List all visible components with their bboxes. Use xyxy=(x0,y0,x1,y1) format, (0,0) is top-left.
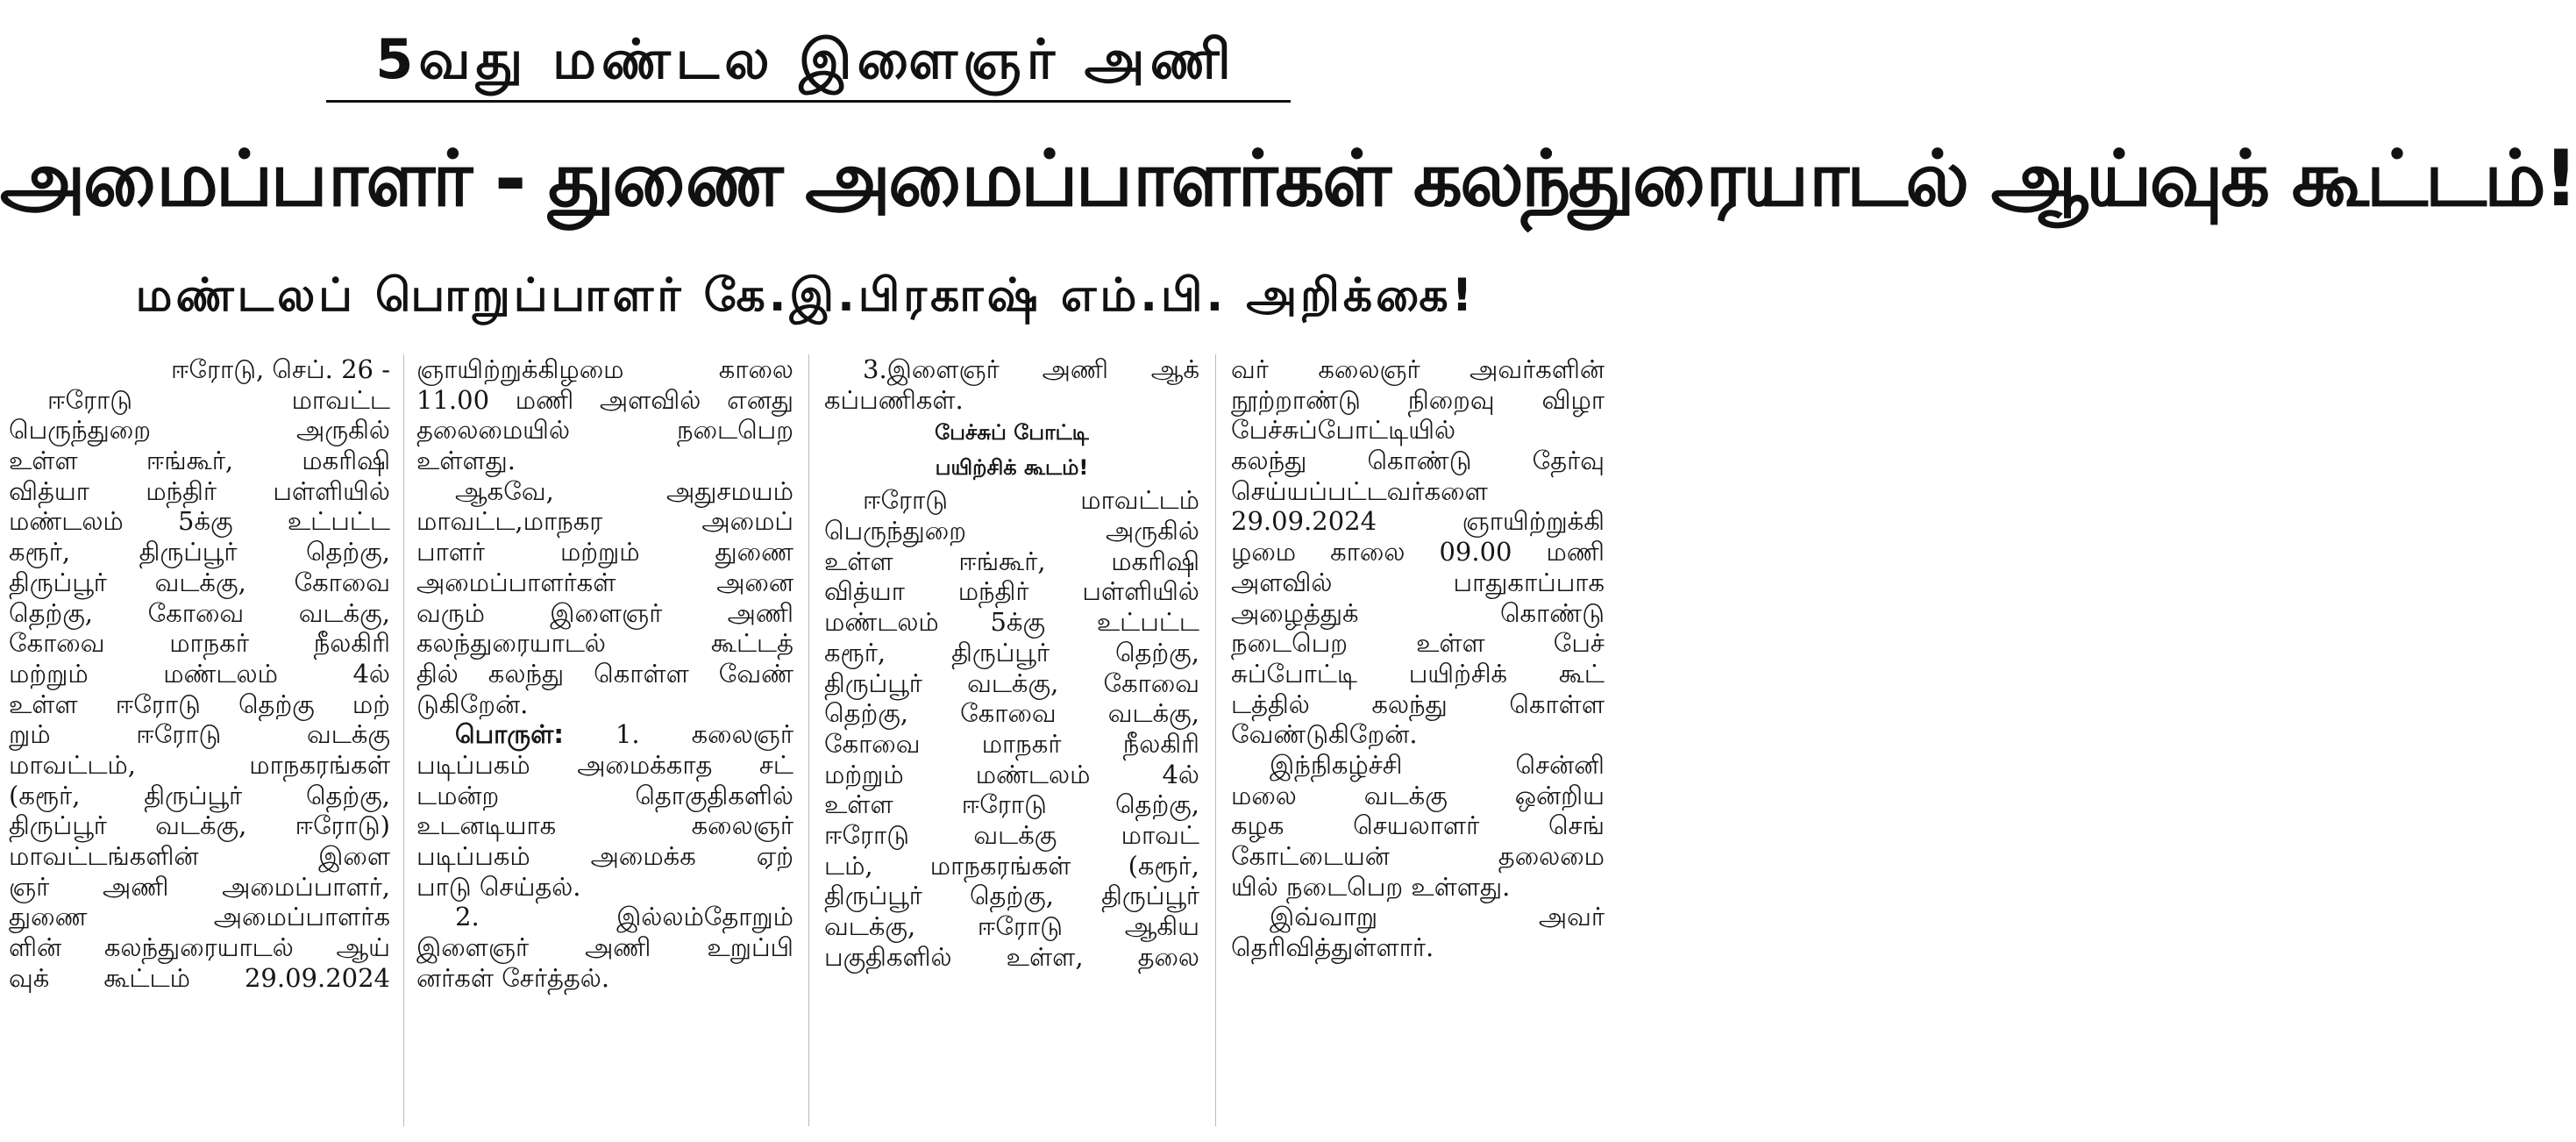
body-line: (கரூர், திருப்பூர் தெற்கு, xyxy=(9,780,390,810)
subject-label: பொருள்: xyxy=(455,719,564,750)
body-line: திருப்பூர் வடக்கு, ஈரோடு) xyxy=(9,810,390,841)
body-line: திருப்பூர் தெற்கு, திருப்பூர் xyxy=(824,881,1199,911)
body-line: மலை வடக்கு ஒன்றிய xyxy=(1231,780,1605,810)
body-line: மற்றும் மண்டலம் 4ல் xyxy=(9,658,390,689)
body-line: வுக் கூட்டம் 29.09.2024 xyxy=(9,962,390,993)
body-line: டத்தில் கலந்து கொள்ள xyxy=(1231,689,1605,719)
article-column-1 xyxy=(9,354,390,1126)
dateline: ஈரோடு, செப். 26 - xyxy=(170,354,390,384)
body-line: திருப்பூர் வடக்கு, கோவை xyxy=(9,567,390,597)
body-line: வடக்கு, ஈரோடு ஆகிய xyxy=(824,911,1199,941)
body-line: பாளர் மற்றும் துணை xyxy=(416,537,793,567)
body-line: ஞாயிற்றுக்கிழமை காலை xyxy=(416,354,793,384)
body-line: ஆகவே, அதுசமயம் xyxy=(455,475,793,506)
body-line: உள்ள ஈங்கூர், மகரிஷி xyxy=(824,546,1199,576)
subheadline: மண்டலப் பொறுப்பாளர் கே.இ.பிரகாஷ் எம்.பி. அறிக்கை! xyxy=(135,269,1477,322)
body-line: உள்ள ஈரோடு தெற்கு மற் xyxy=(9,689,390,719)
body-line: மாவட்டம், மாநகரங்கள் xyxy=(9,749,390,780)
body-line: பேச்சுப்போட்டியில் xyxy=(1231,415,1456,446)
body-line: அளவில் பாதுகாப்பாக xyxy=(1231,567,1605,597)
body-line: டம், மாநகரங்கள் (கரூர், xyxy=(824,850,1199,881)
body-line: ஈரோடு வடக்கு மாவட் xyxy=(824,819,1199,850)
body-line: கலந்துரையாடல் கூட்டத் xyxy=(416,628,793,659)
body-line: நூற்றாண்டு நிறைவு விழா xyxy=(1231,384,1605,415)
body-line: 11.00 மணி அளவில் எனது xyxy=(416,384,793,415)
body-line: ஞர் அணி அமைப்பாளர், xyxy=(9,871,390,902)
body-line: தெற்கு, கோவை வடக்கு, xyxy=(824,698,1199,729)
body-line: டுகிறேன். xyxy=(416,689,529,719)
body-line: அமைப்பாளர்கள் அனை xyxy=(416,567,793,597)
body-line: கோட்டையன் தலைமை xyxy=(1231,841,1605,871)
body-line: சுப்போட்டி பயிற்சிக் கூட் xyxy=(1231,658,1605,689)
body-line: உடனடியாக கலைஞர் xyxy=(416,810,793,841)
body-line: தெற்கு, கோவை வடக்கு, xyxy=(9,597,390,628)
body-line: 29.09.2024 ஞாயிற்றுக்கி xyxy=(1231,506,1605,537)
body-line: தில் கலந்து கொள்ள வேண் xyxy=(416,658,793,689)
body-line: வித்யா மந்திர் பள்ளியில் xyxy=(9,475,390,506)
body-line: கரூர், திருப்பூர் தெற்கு, xyxy=(9,537,390,567)
subject-line xyxy=(416,719,793,750)
body-line: ஈரோடு மாவட்ட xyxy=(47,384,390,415)
body-line: இளைஞர் அணி உறுப்பி xyxy=(416,932,793,963)
article-column-2 xyxy=(416,354,793,1126)
body-line: கோவை மாநகர் நீலகிரி xyxy=(824,728,1199,759)
body-line: கோவை மாநகர் நீலகிரி xyxy=(9,628,390,659)
body-line: படிப்பகம் அமைக்காத சட் xyxy=(416,749,793,780)
body-line: வர் கலைஞர் அவர்களின் xyxy=(1231,354,1605,384)
body-line: றும் ஈரோடு வடக்கு xyxy=(9,719,390,750)
body-line: படிப்பகம் அமைக்க ஏற் xyxy=(416,841,793,871)
body-line: ழமை காலை 09.00 மணி xyxy=(1231,537,1605,567)
body-line: 2. இல்லம்தோறும் xyxy=(455,902,793,932)
body-line: உள்ள ஈங்கூர், மகரிஷி xyxy=(9,446,390,476)
body-line: உள்ளது. xyxy=(416,446,516,476)
column-divider xyxy=(403,354,404,1126)
body-line: வித்யா மந்திர் பள்ளியில் xyxy=(824,576,1199,607)
body-line: பெருந்துறை அருகில் xyxy=(9,415,390,446)
body-line: மாவட்ட,மாநகர அமைப் xyxy=(416,506,793,537)
column-divider xyxy=(808,354,809,1126)
body-line: கப்பணிகள். xyxy=(824,384,964,415)
body-line: மற்றும் மண்டலம் 4ல் xyxy=(824,759,1199,789)
body-line: கழக செயலாளர் செங் xyxy=(1231,810,1605,841)
body-line: இவ்வாறு அவர் xyxy=(1270,902,1605,932)
article-column-3 xyxy=(824,354,1199,1126)
section-subhead-2: பயிற்சிக் கூடம்! xyxy=(935,455,1089,481)
body-line: வேண்டுகிறேன். xyxy=(1231,719,1418,750)
body-line: செய்யப்பட்டவர்களை xyxy=(1231,475,1488,506)
body-line: யில் நடைபெற உள்ளது. xyxy=(1231,871,1511,902)
body-line: பெருந்துறை அருகில் xyxy=(824,516,1199,546)
body-line: மண்டலம் 5க்கு உட்பட்ட xyxy=(824,607,1199,638)
body-line: வரும் இளைஞர் அணி xyxy=(416,597,793,628)
subject-item-1: 1. கலைஞர் xyxy=(615,719,793,750)
body-line: தெரிவித்துள்ளார். xyxy=(1231,932,1434,963)
body-line: மாவட்டங்களின் இளை xyxy=(9,841,390,871)
kicker-underline xyxy=(326,100,1291,103)
body-line: னர்கள் சேர்த்தல். xyxy=(416,962,610,993)
body-line: பாடு செய்தல். xyxy=(416,871,581,902)
body-line: ஈரோடு மாவட்டம் xyxy=(863,485,1199,516)
body-line: கரூர், திருப்பூர் தெற்கு, xyxy=(824,637,1199,667)
body-line: கலந்து கொண்டு தேர்வு xyxy=(1231,446,1605,476)
body-line: துணை அமைப்பாளர்க xyxy=(9,902,390,932)
column-divider xyxy=(1215,354,1216,1126)
body-line: அழைத்துக் கொண்டு xyxy=(1231,597,1605,628)
body-line: மண்டலம் 5க்கு உட்பட்ட xyxy=(9,506,390,537)
body-line: பகுதிகளில் உள்ள, தலை xyxy=(824,941,1199,972)
body-line: திருப்பூர் வடக்கு, கோவை xyxy=(824,667,1199,698)
headline: அமைப்பாளர் - துணை அமைப்பாளர்கள் கலந்துரையாடல் ஆய்வுக் கூட்டம்! xyxy=(0,133,2576,224)
body-line: டமன்ற தொகுதிகளில் xyxy=(416,780,793,810)
article-column-4 xyxy=(1231,354,1605,1126)
body-line: ளின் கலந்துரையாடல் ஆய் xyxy=(9,932,390,963)
body-line: இந்நிகழ்ச்சி சென்னி xyxy=(1270,749,1605,780)
body-line: நடைபெற உள்ள பேச் xyxy=(1231,628,1605,659)
body-line: 3.இளைஞர் அணி ஆக் xyxy=(863,354,1199,384)
body-line: தலைமையில் நடைபெற xyxy=(416,415,793,446)
kicker-title: 5வது மண்டல இளைஞர் அணி xyxy=(375,27,1236,91)
section-subhead-1: பேச்சுப் போட்டி xyxy=(935,420,1089,446)
body-line: உள்ள ஈரோடு தெற்கு, xyxy=(824,789,1199,820)
